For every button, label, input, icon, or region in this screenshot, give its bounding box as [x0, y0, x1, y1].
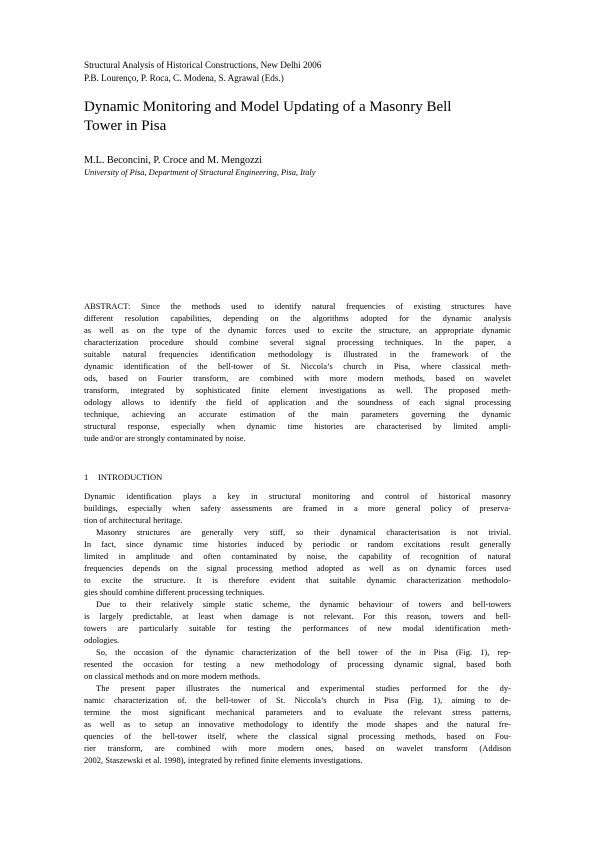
abstract-line: ods, based on Fourier transform, are combined with more modern methods, based on wavelet: [84, 373, 511, 383]
body-line: In fact, since dynamic time histories induced by periodic or random excitations result generally: [84, 539, 511, 549]
abstract-line: ABSTRACT: Since the methods used to identify natural frequencies of existing structures have: [84, 301, 511, 311]
body-line: Masonry structures are generally very stiff, so their dynamical characterisation is not trivial.: [96, 527, 511, 537]
proceedings-title: Structural Analysis of Historical Constructions, New Delhi 2006: [84, 60, 322, 70]
body-line: Dynamic identification plays a key in structural monitoring and control of historical masonry: [84, 491, 511, 501]
body-line: is largely predictable, at least when damage is not relevant. For this reason, towers and bell-: [84, 611, 511, 621]
abstract-line: transform, integrated by sophisticated finite element investigations as well. The proposed meth-: [84, 385, 511, 395]
body-line: So, the occasion of the dynamic characterization of the bell tower of the in Pisa (Fig. 1), rep-: [96, 647, 511, 657]
abstract-line: as well as on the type of the dynamic forces used to excite the structure, an appropriate dynamic: [84, 325, 511, 335]
body-line: as well as to setup an innovative methodology to identify the mode shapes and the natural fre-: [84, 719, 511, 729]
body-line: on classical methods and on more modern methods.: [84, 671, 261, 681]
abstract-line: dynamic identification of the bell-tower of St. Niccola’s church in Pisa, where classical meth-: [84, 361, 511, 371]
paper-title: [84, 98, 514, 136]
author-list: M.L. Beconcini, P. Croce and M. Mengozzi: [84, 155, 262, 166]
body-line: quencies of the bell-tower itself, where the classical signal processing methods, based on Fou-: [84, 731, 511, 741]
body-line: gies should combine different processing techniques.: [84, 587, 265, 597]
abstract-line: odology allows to identify the field of application and the soundness of each signal processing: [84, 397, 511, 407]
proceedings-header: [84, 59, 514, 85]
section-title: INTRODUCTION: [98, 472, 163, 482]
body-line: Due to their relatively simple static scheme, the dynamic behaviour of towers and bell-towers: [96, 599, 511, 609]
abstract-line: suitable natural frequencies identification methodology is illustrated in the framework of the: [84, 349, 511, 359]
section-number: 1: [84, 472, 89, 482]
abstract-line: structural response, especially when dynamic time histories are characterised by limited ampli-: [84, 421, 511, 431]
body-line: namic characterization of. the bell-tower of St. Niccola’s church in Pisa (Fig. 1), aiming to de-: [84, 695, 511, 705]
paper-title-line: Tower in Pisa: [84, 118, 167, 134]
abstract-line: technique, achieving an accurate estimation of the main parameters governing the dynamic: [84, 409, 511, 419]
abstract-line: different resolution capabilities, depending on the algorithms adopted for the dynamic analysis: [84, 313, 511, 323]
body-line: 2002, Staszewski et al. 1998), integrated by refined finite elements investigations.: [84, 755, 363, 765]
body-line: to excite the structure. It is therefore evident that suitable dynamic characterization methodolo-: [84, 575, 511, 585]
body-line: towers are particularly suitable for testing the performances of new modal identification meth-: [84, 623, 511, 633]
body-line: odologies.: [84, 635, 120, 645]
body-line: frequencies depends on the signal processing method adopted as well as on dynamic forces used: [84, 563, 511, 573]
abstract-line: characterization procedure should combine several signal processing techniques. In the paper, a: [84, 337, 511, 347]
body-line: termine the most significant mechanical parameters and to evaluate the relevant stress patterns,: [84, 707, 511, 717]
body-line: buildings, especially when safety assessments are framed in a more general policy of preserva-: [84, 503, 511, 513]
proceedings-editors: P.B. Lourenço, P. Roca, C. Modena, S. Agrawal (Eds.): [84, 73, 284, 83]
body-line: limited in amplitude and often contaminated by noise, the capability of recognition of natural: [84, 551, 511, 561]
author-affiliation: University of Pisa, Department of Structural Engineering, Pisa, Italy: [84, 168, 316, 177]
abstract: [84, 300, 511, 444]
introduction-body: [84, 490, 511, 766]
body-line: The present paper illustrates the numerical and experimental studies performed for the dy-: [96, 683, 511, 693]
abstract-line: tude and/or are strongly contaminated by noise.: [84, 433, 246, 443]
body-line: rier transform, are combined with more modern ones, based on wavelet transform (Addison: [84, 743, 511, 753]
section-heading: [84, 471, 511, 483]
paper-title-line: Dynamic Monitoring and Model Updating of a Masonry Bell: [84, 99, 452, 115]
body-line: tion of architectural heritage.: [84, 515, 183, 525]
body-line: resented the occasion for testing a new methodology of processing dynamic signal, based both: [84, 659, 511, 669]
